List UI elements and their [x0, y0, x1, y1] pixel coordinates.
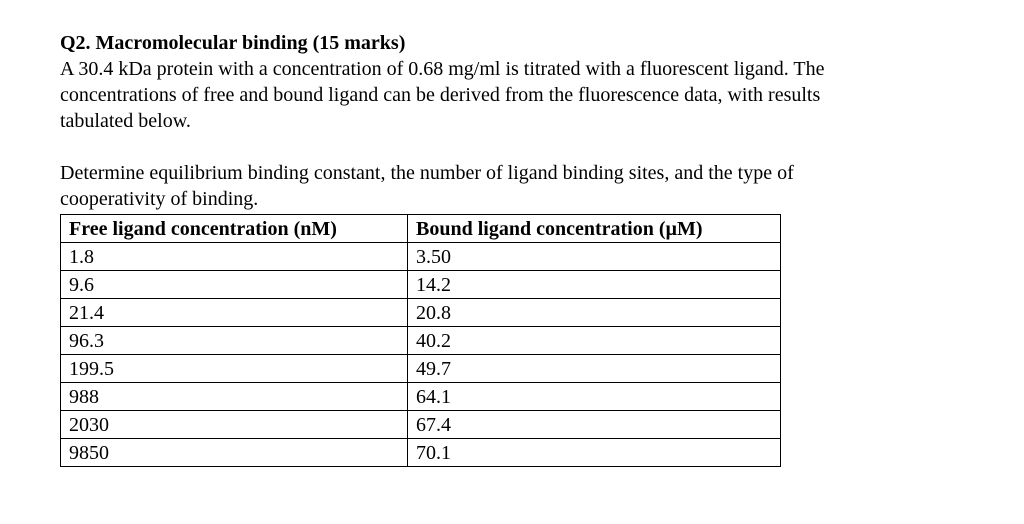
table-row	[61, 299, 781, 327]
free-ligand-cell: 96.3	[61, 327, 408, 355]
question-title: Q2. Macromolecular binding (15 marks)	[60, 32, 406, 54]
paragraph-gap	[60, 134, 980, 160]
table-row	[61, 243, 781, 271]
bound-ligand-cell: 20.8	[408, 299, 781, 327]
table-row	[61, 355, 781, 383]
question-text-line-2: concentrations of free and bound ligand can be derived from the fluorescence data, with results	[60, 84, 821, 106]
free-ligand-cell: 988	[61, 383, 408, 411]
table-row	[61, 271, 781, 299]
bound-ligand-cell: 70.1	[408, 439, 781, 467]
table-header-row	[61, 215, 781, 243]
question-text-line-3: tabulated below.	[60, 110, 191, 132]
table-row	[61, 383, 781, 411]
bound-ligand-cell: 14.2	[408, 271, 781, 299]
binding-data-table	[60, 214, 781, 467]
bound-ligand-cell: 67.4	[408, 411, 781, 439]
question-text-line-1: A 30.4 kDa protein with a concentration of 0.68 mg/ml is titrated with a fluorescent ligand. The	[60, 58, 825, 80]
bound-ligand-header: Bound ligand concentration (µM)	[408, 215, 781, 243]
free-ligand-cell: 21.4	[61, 299, 408, 327]
question-text-line-4: Determine equilibrium binding constant, the number of ligand binding sites, and the type of	[60, 162, 794, 184]
table-row	[61, 411, 781, 439]
table-row	[61, 327, 781, 355]
question-document	[60, 30, 980, 467]
free-ligand-cell: 2030	[61, 411, 408, 439]
table-row	[61, 439, 781, 467]
free-ligand-cell: 199.5	[61, 355, 408, 383]
free-ligand-cell: 9.6	[61, 271, 408, 299]
bound-ligand-cell: 49.7	[408, 355, 781, 383]
bound-ligand-cell: 64.1	[408, 383, 781, 411]
bound-ligand-cell: 3.50	[408, 243, 781, 271]
free-ligand-cell: 9850	[61, 439, 408, 467]
free-ligand-header: Free ligand concentration (nM)	[61, 215, 408, 243]
bound-ligand-cell: 40.2	[408, 327, 781, 355]
free-ligand-cell: 1.8	[61, 243, 408, 271]
question-text-line-5: cooperativity of binding.	[60, 188, 259, 210]
